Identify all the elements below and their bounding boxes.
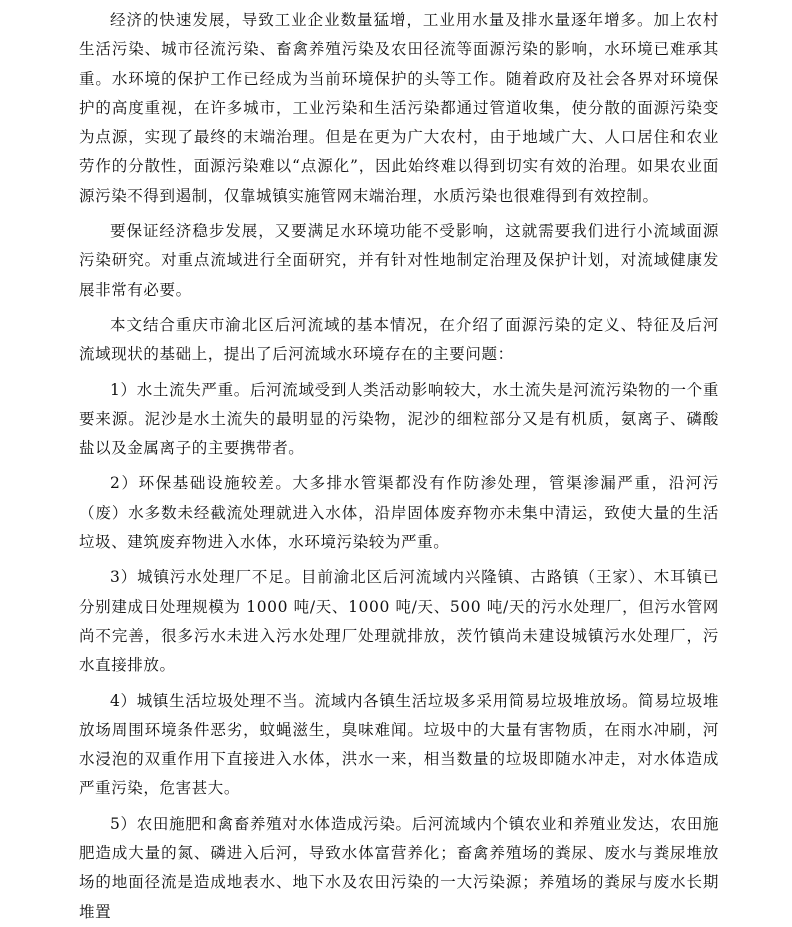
problem-item-5: 5）农田施肥和禽畜养殖对水体造成污染。后河流域内个镇农业和养殖业发达，农田施肥造成大量的氮、磷进入后河，导致水体富营养化；畜禽养殖场的粪尿、废水与粪尿堆放场的地面径流是造成地表水、地下水及农田污染的一大污染源；养殖场的粪尿与废水长期堆置 (79, 814, 719, 921)
paragraph-overview: 本文结合重庆市渝北区后河流域的基本情况，在介绍了面源污染的定义、特征及后河流域现状的基础上，提出了后河流域水环境存在的主要问题： (79, 315, 719, 364)
problem-item-1: 1）水土流失严重。后河流域受到人类活动影响较大，水土流失是河流污染物的一个重要来源。泥沙是水土流失的最明显的污染物，泥沙的细粒部分又是有机质，氨离子、磷酸盐以及金属离子的主要携带者。 (79, 380, 719, 458)
document-page (79, 0, 719, 927)
paragraph-goal: 要保证经济稳步发展，又要满足水环境功能不受影响，这就需要我们进行小流域面源污染研究。对重点流域进行全面研究，并有针对性地制定治理及保护计划，对流域健康发展非常有必要。 (79, 222, 719, 299)
problem-item-4: 4）城镇生活垃圾处理不当。流域内各镇生活垃圾多采用简易垃圾堆放场。简易垃圾堆放场周围环境条件恶劣，蚊蝇滋生，臭味难闻。垃圾中的大量有害物质，在雨水冲刷，河水浸泡的双重作用下直接进入水体，洪水一来，相当数量的垃圾即随水冲走，对水体造成严重污染，危害甚大。 (79, 691, 719, 798)
problem-item-3: 3）城镇污水处理厂不足。目前渝北区后河流域内兴隆镇、古路镇（王家）、木耳镇已分别建成日处理规模为 1000 吨/天、1000 吨/天、500 吨/天的污水处理厂，但污水管网尚不完善，很多污水未进入污水处理厂处理就排放，茨竹镇尚未建设城镇污水处理厂，污水直接排放。 (79, 568, 719, 675)
problem-item-2: 2）环保基础设施较差。大多排水管渠都没有作防渗处理，管渠渗漏严重，沿河污（废）水多数未经截流处理就进入水体，沿岸固体废弃物亦未集中清运，致使大量的生活垃圾、建筑废弃物进入水体，水环境污染较为严重。 (79, 474, 719, 552)
paragraph-intro: 经济的快速发展，导致工业企业数量猛增，工业用水量及排水量逐年增多。加上农村生活污染、城市径流污染、畜禽养殖污染及农田径流等面源污染的影响，水环境已难承其重。水环境的保护工作已经成为当前环境保护的头等工作。随着政府及社会各界对环境保护的高度重视，在许多城市，工业污染和生活污染都通过管道收集，使分散的面源污染变为点源，实现了最终的末端治理。但是在更为广大农村，由于地域广大、人口居住和农业劳作的分散性，面源污染难以“点源化”，因此始终难以得到切实有效的治理。如果农业面源污染不得到遏制，仅靠城镇实施管网末端治理，水质污染也很难得到有效控制。 (79, 11, 719, 205)
